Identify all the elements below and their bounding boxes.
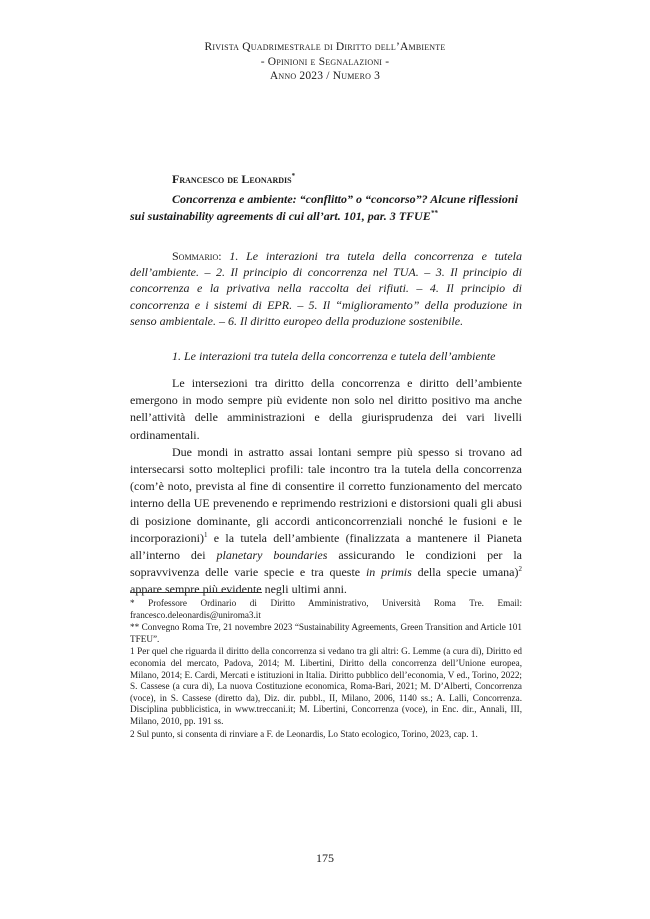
paragraph-1: Le intersezioni tra diritto della concorrenza e diritto dell’ambiente emergono in modo sempre più evidente non solo nel diritto positivo ma anche nell’attività delle amministrazioni e della giurisprudenza dei vari livelli ordinamentali. <box>130 376 522 442</box>
paragraph-2-part-d: della specie umana) <box>411 565 519 580</box>
paragraph-2-emphasis-2: in primis <box>365 565 412 580</box>
paragraph-2-emphasis-1: planetary boundaries <box>216 548 328 563</box>
paragraph-2 <box>130 444 522 599</box>
summary-label: Sommario: <box>172 249 222 263</box>
section-heading-text: 1. Le interazioni tra tutela della concorrenza e tutela dell’ambiente <box>172 349 496 363</box>
summary <box>130 248 522 329</box>
journal-section: - Opinioni e Segnalazioni - <box>260 55 390 68</box>
journal-header <box>0 40 650 84</box>
article-title-text: Concorrenza e ambiente: “conflitto” o “concorso”? Alcune riflessioni sui sustainability agreements di cui all’art. 101, par. 3 TFUE <box>130 192 518 223</box>
author-name <box>172 172 295 187</box>
summary-text: 1. Le interazioni tra tutela della concorrenza e tutela dell’ambiente. – 2. Il principio di concorrenza nel TUA. – 3. Il principio di concorrenza e la privativa nella raccolta dei rifiuti. – 4. Il principio di concorrenza e i sistemi di EPR. – 5. Il “miglioramento” della produzione in senso ambientale. – 6. Il diritto europeo della produzione sostenibile. <box>130 249 522 328</box>
paragraph-2-part-e: appare sempre più evidente negli ultimi anni. <box>130 582 347 597</box>
paragraph-2-part-b: e la tutela dell’ambiente (finalizzata a mantenere il Pianeta all’interno dei <box>130 530 522 563</box>
author-footnote-mark: * <box>291 172 296 180</box>
footnote-ref-2[interactable]: 2 <box>518 565 522 574</box>
footnote-1: 1 Per quel che riguarda il diritto della concorrenza si vedano tra gli altri: G. Lemme (a cura di), Diritto ed economia del mercato, Padova, 2014; M. Libertini, Diritto della concorrenza dell’Unione europea, Milano, 2014; E. Cardi, Mercati e istituzioni in Italia. Diritto pubblico dell’economia, V ed., Torino, 2022; S. Cassese (a cura di), La nuova Costituzione economica, Roma-Bari, 2021; M. D’Alberti, Concorrenza (voce), in S. Cassese (diretto da), Diz. dir. pubbl., II, Milano, 2006, 1140 ss.; A. Lalli, Concorrenza. Disciplina pubblicistica, in www.treccani.it; M. Libertini, Concorrenza (voce), in Enc. dir., Annali, III, Milano, 2010, pp. 191 ss. <box>130 646 522 726</box>
section-heading <box>172 349 496 364</box>
body-text <box>130 375 522 599</box>
journal-title: Rivista Quadrimestrale di Diritto dell’Ambiente <box>204 41 446 53</box>
footnote-double-star: ** Convegno Roma Tre, 21 novembre 2023 “Sustainability Agreements, Green Transition and Article 101 TFEU”. <box>130 622 522 644</box>
footnote-2: 2 Sul punto, si consenta di rinviare a F. de Leonardis, Lo Stato ecologico, Torino, 2023, cap. 1. <box>130 728 478 739</box>
footnote-star: * Professore Ordinario di Diritto Amministrativo, Università Roma Tre. Email: francesco.deleonardis@uniroma3.it <box>130 598 522 620</box>
title-footnote-mark: ** <box>430 209 438 217</box>
journal-issue: Anno 2023 / Numero 3 <box>269 70 381 82</box>
author-text: Francesco de Leonardis <box>172 172 292 186</box>
footnote-ref-1[interactable]: 1 <box>203 530 208 539</box>
footnote-separator <box>130 592 262 593</box>
paragraph-2-part-c: assicurando le condizioni per la sopravvivenza delle varie specie e tra queste <box>130 548 522 580</box>
page-number: 175 <box>316 851 334 865</box>
paragraph-2-part-a: Due mondi in astratto assai lontani sempre più spesso si trovano ad intersecarsi sotto molteplici profili: tale incontro tra la tutela della concorrenza (com’è noto, prevista al fine di consentire il corretto funzionamento del mercato interno della UE prevenendo e reprimendo restrizioni e distorsioni quali gli abusi di posizione dominante, gli accordi anticoncorrenziali nonché le fusioni e le incorporazioni) <box>130 444 522 545</box>
article-title <box>130 191 522 225</box>
footnotes <box>130 598 522 741</box>
